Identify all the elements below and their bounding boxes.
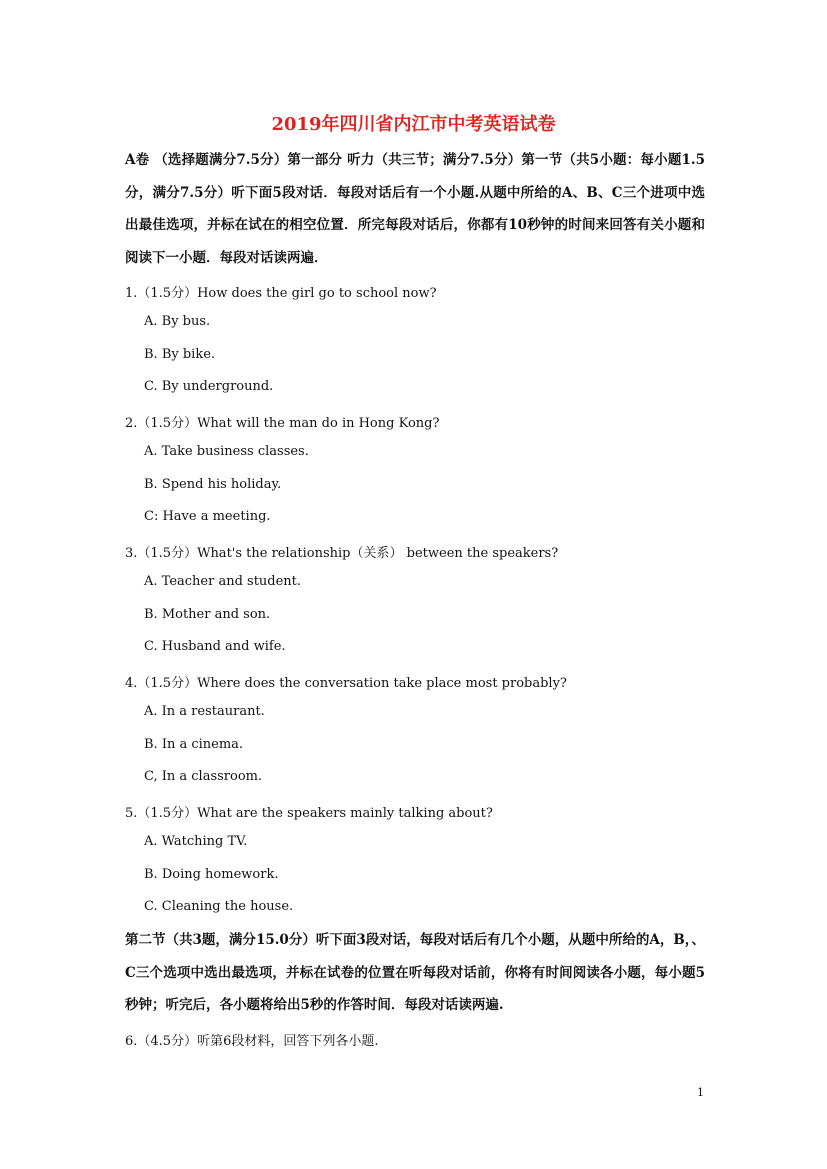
question-5-option-a: A. Watching TV. [144, 834, 248, 849]
part-a-instructions: A卷 （选择题满分7.5分）第一部分 听力（共三节；满分7.5分）第一节（共5小题：每小题1.5分，满分7.5分）听下面5段对话．每段对话后有一个小题.从题中所给的A、B、C三个进项中选出最佳选项，并标在试在的相空位置．所完每段对话后，你都有10秒钟的时间来回答有关小题和阅读下一小题．每段对话读两遍． [125, 152, 705, 266]
question-3-option-b: B. Mother and son. [144, 607, 271, 622]
question-1-stem: 1.（1.5分）How does the girl go to school now? [125, 286, 437, 301]
question-1-option-c: C. By underground. [144, 379, 274, 394]
question-3-stem: 3.（1.5分）What's the relationship（关系） between the speakers? [125, 546, 559, 561]
question-2-option-b: B. Spend his holiday. [144, 477, 282, 492]
question-2-option-c: C: Have a meeting. [144, 509, 271, 524]
question-2-option-a: A. Take business classes. [144, 444, 309, 459]
question-2-stem: 2.（1.5分）What will the man do in Hong Kong? [125, 416, 440, 431]
question-4-option-b: B. In a cinema. [144, 737, 244, 752]
question-4-option-c: C, In a classroom. [144, 769, 263, 784]
question-6-stem: 6.（4.5分）听第6段材料，回答下列各小题. [125, 1034, 379, 1049]
question-1-option-a: A. By bus. [144, 314, 211, 329]
question-3-option-a: A. Teacher and student. [144, 574, 302, 589]
question-5-option-c: C. Cleaning the house. [144, 899, 294, 914]
question-5-stem: 5.（1.5分）What are the speakers mainly talking about? [125, 806, 493, 821]
question-1-option-b: B. By bike. [144, 347, 216, 362]
section-2-instructions: 第二节（共3题，满分15.0分）听下面3段对话，每段对话后有几个小题，从题中所给的A，B，、C三个选项中选出最选项，并标在试卷的位置在听每段对话前，你将有时间阅读各小题，每小题5秒钟；听完后，各小题将给出5秒的作答时间．每段对话读两遍. [125, 932, 705, 1013]
page-number: 1 [697, 1086, 704, 1099]
question-4-option-a: A. In a restaurant. [144, 704, 265, 719]
question-4-stem: 4.（1.5分）Where does the conversation take place most probably? [125, 676, 567, 691]
document-title: 2019年四川省内江市中考英语试卷 [271, 114, 556, 135]
question-5-option-b: B. Doing homework. [144, 867, 279, 882]
question-3-option-c: C. Husband and wife. [144, 639, 286, 654]
